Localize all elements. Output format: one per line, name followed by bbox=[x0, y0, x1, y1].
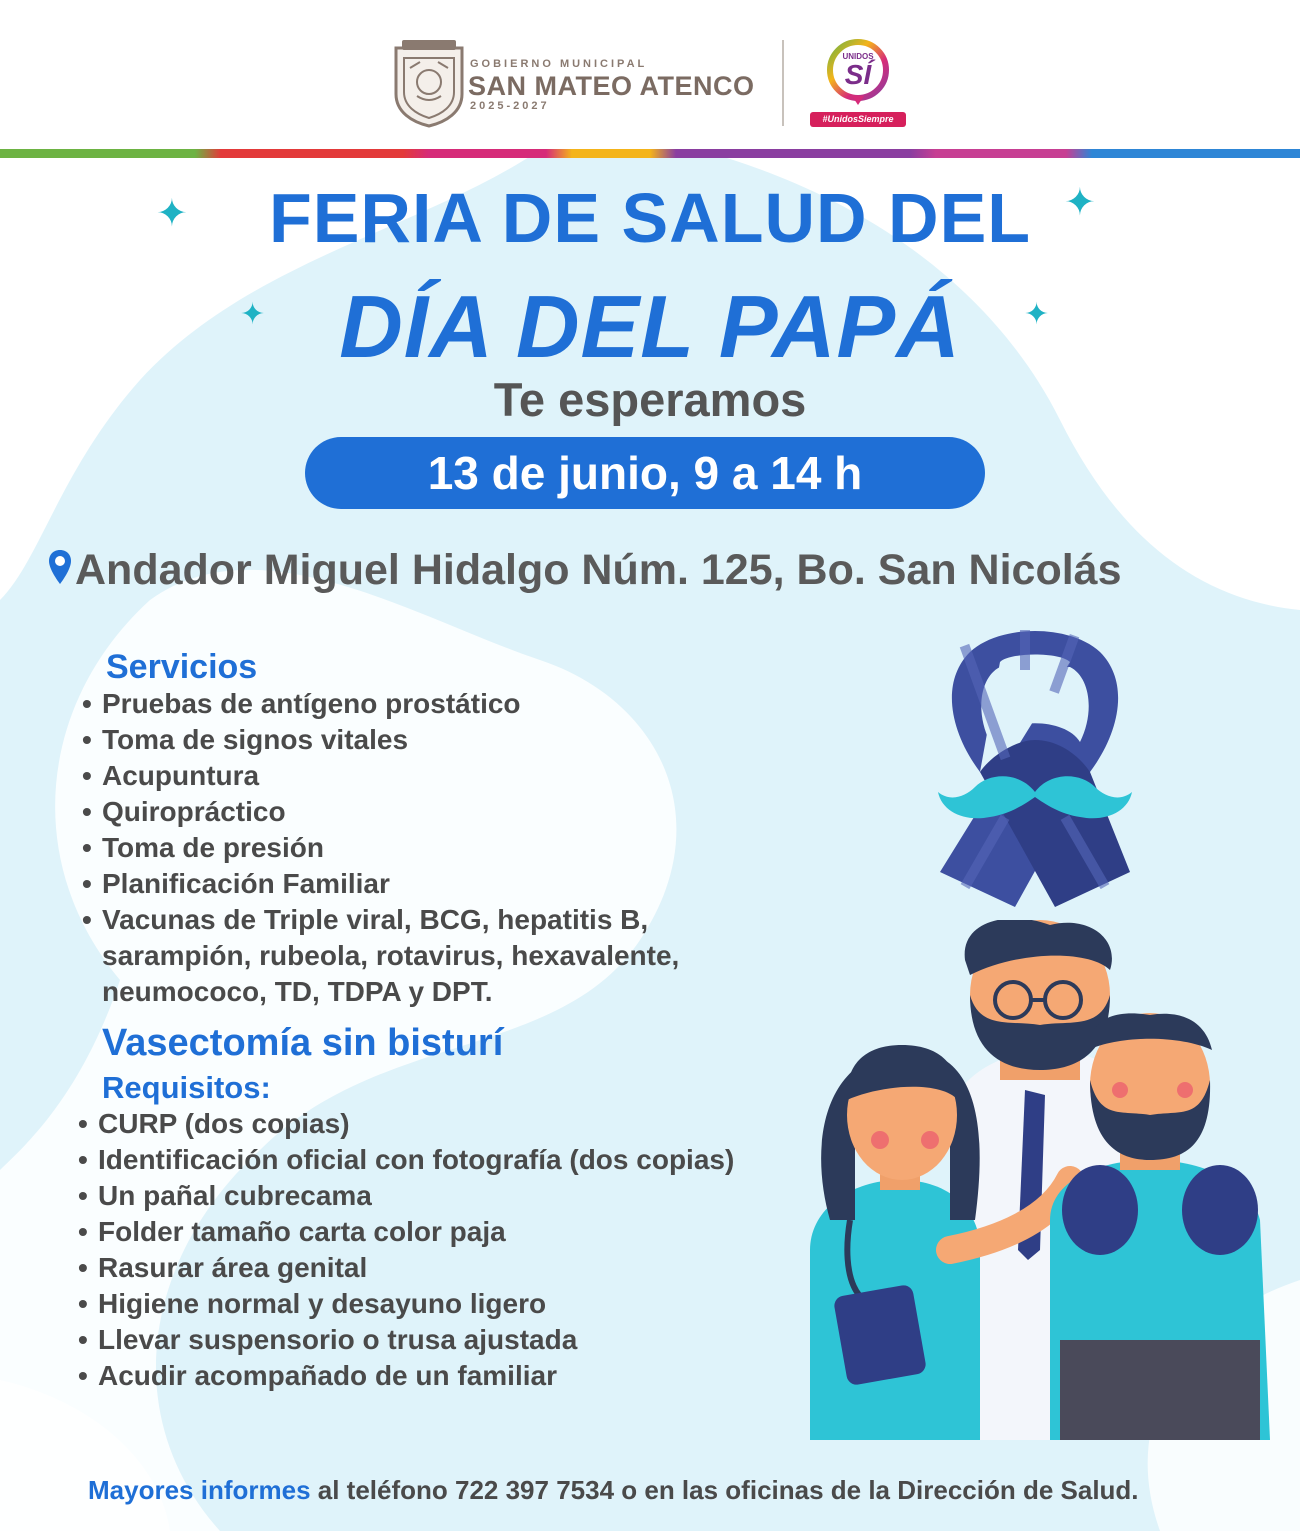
brand-small: UNIDOS bbox=[842, 52, 874, 61]
address-line bbox=[47, 546, 1122, 595]
services-list bbox=[82, 686, 679, 1010]
services-heading: Servicios bbox=[106, 648, 258, 686]
vasectomy-heading: Vasectomía sin bisturí bbox=[102, 1022, 504, 1064]
list-item: • Planificación Familiar bbox=[82, 866, 679, 902]
date-pill: 13 de junio, 9 a 14 h bbox=[305, 437, 985, 509]
location-pin-icon bbox=[47, 548, 73, 588]
list-item: • Un pañal cubrecama bbox=[78, 1178, 734, 1214]
gov-small-label: GOBIERNO MUNICIPAL bbox=[470, 58, 648, 70]
list-item: • Quiropráctico bbox=[82, 794, 679, 830]
list-item-continued: neumococo, TD, TDPA y DPT. bbox=[102, 976, 493, 1007]
list-item-continued: sarampión, rubeola, rotavirus, hexavalente, bbox=[102, 940, 680, 971]
list-item: • Acudir acompañado de un familiar bbox=[78, 1358, 734, 1394]
list-item: • Folder tamaño carta color paja bbox=[78, 1214, 734, 1250]
header bbox=[0, 0, 1300, 150]
municipal-seal-icon bbox=[390, 38, 468, 128]
footer-strong: Mayores informes bbox=[88, 1475, 311, 1505]
requirements-heading: Requisitos: bbox=[102, 1070, 271, 1105]
footer-text: al teléfono 722 397 7534 o en las oficinas de la Dirección de Salud. bbox=[310, 1475, 1139, 1505]
list-item: • Acupuntura bbox=[82, 758, 679, 794]
gov-name: SAN MATEO ATENCO bbox=[468, 71, 755, 101]
sparkle-icon: ✦ bbox=[1064, 182, 1096, 224]
requirements-list bbox=[78, 1106, 734, 1394]
health-workers-illustration bbox=[800, 920, 1290, 1440]
list-item: • Toma de signos vitales bbox=[82, 722, 679, 758]
address-text: Andador Miguel Hidalgo Núm. 125, Bo. San Nicolás bbox=[75, 546, 1122, 594]
list-item: • Llevar suspensorio o trusa ajustada bbox=[78, 1322, 734, 1358]
sparkle-icon: ✦ bbox=[156, 193, 188, 235]
main-title: FERIA DE SALUD DEL bbox=[268, 179, 1032, 257]
brand-hashtag: #UnidosSiempre bbox=[810, 112, 906, 127]
brand-big: SÍ bbox=[844, 59, 872, 90]
list-item: • Pruebas de antígeno prostático bbox=[82, 686, 679, 722]
list-item: • CURP (dos copias) bbox=[78, 1106, 734, 1142]
list-item: • Higiene normal y desayuno ligero bbox=[78, 1286, 734, 1322]
main-subtitle: DÍA DEL PAPÁ bbox=[339, 277, 961, 376]
footer-info bbox=[88, 1475, 1139, 1506]
sparkle-icon: ✦ bbox=[1024, 298, 1050, 331]
list-item: • Rasurar área genital bbox=[78, 1250, 734, 1286]
header-divider bbox=[782, 40, 784, 126]
list-item: • Identificación oficial con fotografía (dos copias) bbox=[78, 1142, 734, 1178]
awareness-ribbon-icon bbox=[920, 622, 1150, 912]
unidos-si-logo bbox=[824, 38, 892, 106]
color-stripe bbox=[0, 149, 1300, 158]
invitation-text: Te esperamos bbox=[493, 373, 807, 426]
list-item: • Toma de presión bbox=[82, 830, 679, 866]
list-item: • Vacunas de Triple viral, BCG, hepatitis B, bbox=[82, 902, 679, 938]
gov-years: 2025-2027 bbox=[470, 100, 550, 112]
sparkle-icon: ✦ bbox=[240, 298, 266, 331]
